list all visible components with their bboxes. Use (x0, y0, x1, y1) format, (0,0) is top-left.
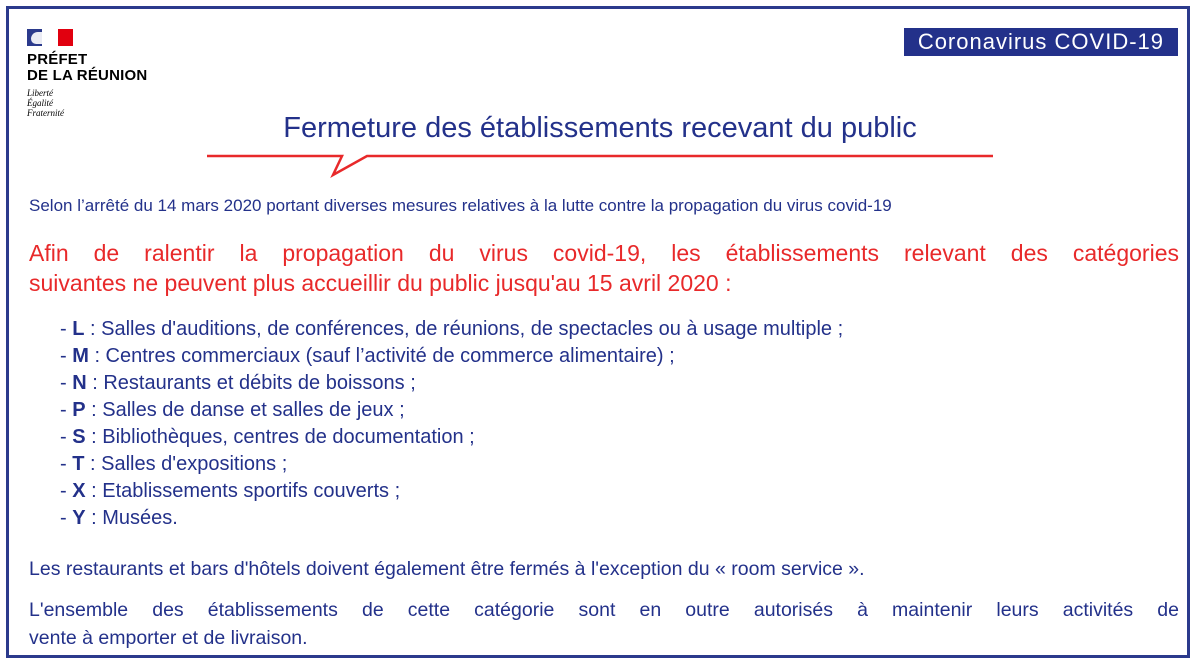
list-item: - T : Salles d'expositions ; (60, 453, 288, 475)
motto-fraternite: Fraternité (27, 108, 64, 118)
category-code: X (72, 480, 86, 502)
takeaway-note-line-1: L'ensemble des établissements de cette catégorie sont en outre autorisés à maintenir leurs activités de (29, 599, 1179, 621)
category-code: Y (72, 507, 86, 529)
page-title: Fermeture des établissements recevant du public (283, 112, 917, 144)
list-item: - P : Salles de danse et salles de jeux ; (60, 399, 405, 421)
category-code: L (72, 318, 85, 340)
list-item: - N : Restaurants et débits de boissons ; (60, 372, 416, 394)
category-code: P (72, 399, 86, 421)
french-flag-icon (27, 29, 73, 46)
list-item: - S : Bibliothèques, centres de documentation ; (60, 426, 475, 448)
list-item: - Y : Musées. (60, 507, 178, 529)
takeaway-note (29, 596, 1179, 652)
logo-line-2: DE LA RÉUNION (27, 67, 148, 84)
list-item: - X : Etablissements sportifs couverts ; (60, 480, 401, 502)
motto-liberte: Liberté (27, 88, 53, 98)
hotel-note: Les restaurants et bars d'hôtels doivent également être fermés à l'exception du « room service ». (29, 558, 865, 580)
intro-text: Selon l’arrêté du 14 mars 2020 portant diverses mesures relatives à la lutte contre la propagation du virus covid-19 (29, 196, 892, 215)
alert-text (29, 238, 1179, 298)
alert-line-2: suivantes ne peuvent plus accueillir du public jusqu'au 15 avril 2020 : (29, 270, 732, 296)
category-code: S (72, 426, 86, 448)
logo-line-1: PRÉFET (27, 51, 88, 68)
list-item: - M : Centres commerciaux (sauf l’activité de commerce alimentaire) ; (60, 345, 675, 367)
category-code: T (72, 453, 85, 475)
covid-badge: Coronavirus COVID-19 (904, 28, 1178, 56)
category-code: M (72, 345, 89, 367)
takeaway-note-line-2: vente à emporter et de livraison. (29, 627, 308, 649)
category-list (60, 316, 1160, 532)
list-item: - L : Salles d'auditions, de conférences, de réunions, de spectacles ou à usage multiple ; (60, 318, 844, 340)
motto-egalite: Égalité (27, 98, 53, 108)
category-code: N (72, 372, 87, 394)
prefecture-logo (27, 29, 147, 118)
speech-bubble-underline (207, 153, 997, 179)
alert-line-1: Afin de ralentir la propagation du virus covid-19, les établissements relevant des catégories (29, 240, 1179, 266)
